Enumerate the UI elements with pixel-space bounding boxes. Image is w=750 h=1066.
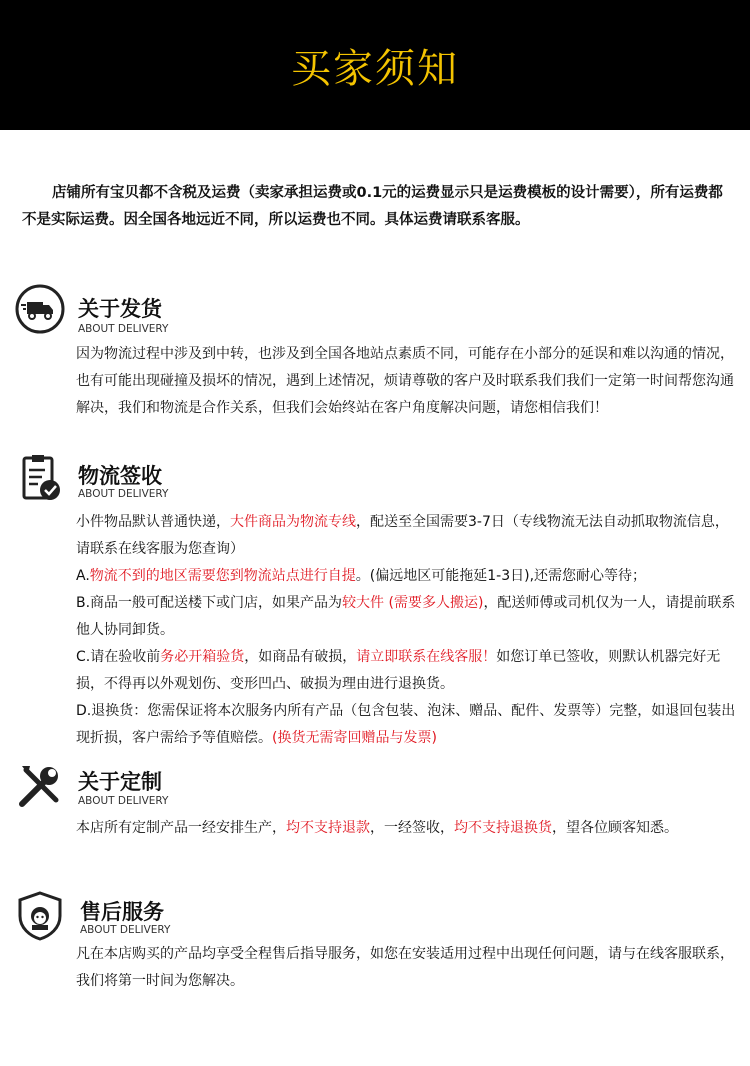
section-title: 售后服务 (80, 900, 164, 924)
text: ，配送师傅或司机仅为一人，请提前联系他人协同卸货。 (76, 595, 736, 638)
text: 。(偏远地区可能拖延1-3日),还需您耐心等待； (355, 568, 647, 584)
text: C.请在验收前 (76, 649, 161, 665)
wrench-screwdriver-icon (14, 760, 66, 812)
highlight-text: (换货无需寄回赠品与发票) (272, 730, 437, 746)
highlight-text: 务必开箱验货 (160, 649, 245, 665)
text: 本店所有定制产品一经安排生产， (76, 820, 286, 836)
section-title: 物流签收 (78, 464, 162, 488)
section-subtitle: ABOUT DELIVERY (78, 488, 169, 500)
text: B.商品一般可配送楼下或门店，如果产品为 (76, 595, 343, 611)
clipboard-check-icon (14, 452, 66, 504)
header-banner (0, 0, 750, 130)
paragraph-b (76, 590, 736, 644)
page-title: 买家须知 (291, 45, 459, 92)
customer-service-shield-icon (14, 890, 66, 942)
paragraph-d (76, 698, 736, 752)
section-body (76, 509, 736, 752)
section-body (76, 815, 736, 842)
text: ，一经签收， (370, 820, 454, 836)
section-subtitle: ABOUT DELIVERY (80, 924, 171, 936)
paragraph-c (76, 644, 736, 698)
text: D.退换货：您需保证将本次服务内所有产品（包含包装、泡沫、赠品、配件、发票等）完整，如退回包装出现折损，客户需给予等值赔偿。 (76, 703, 736, 746)
section-title: 关于定制 (78, 770, 162, 794)
text: ，望各位顾客知悉。 (552, 820, 678, 836)
text: ，配送至全国需要3-7日（专线物流无法自动抓取物流信息，请联系在线客服为您查询） (76, 514, 729, 557)
section-body: 凡在本店购买的产品均享受全程售后指导服务，如您在安装适用过程中出现任何问题，请与在线客服联系，我们将第一时间为您解决。 (76, 946, 734, 989)
text: 如您订单已签收，则默认机器完好无损，不得再以外观划伤、变形凹凸、破损为理由进行退换货。 (76, 649, 721, 692)
section-subtitle: ABOUT DELIVERY (78, 323, 169, 335)
highlight-text: 物流不到的地区需要您到物流站点进行自提 (89, 568, 356, 584)
section-subtitle: ABOUT DELIVERY (78, 795, 169, 807)
paragraph-a (76, 563, 736, 590)
section-body: 因为物流过程中涉及到中转，也涉及到全国各地站点素质不同，可能存在小部分的延误和难以沟通的情况，也有可能出现碰撞及损坏的情况，遇到上述情况，烦请尊敬的客户及时联系我们我们一定第一时间帮您沟通解决，我们和物流是合作关系，但我们会始终站在客户角度解决问题，请您相信我们！ (76, 346, 734, 416)
paragraph (76, 815, 736, 842)
highlight-text: 大件商品为物流专线 (230, 514, 356, 530)
text: A. (76, 568, 90, 584)
section-title: 关于发货 (78, 297, 162, 321)
highlight-text: 均不支持退换货 (454, 820, 552, 836)
delivery-truck-icon (14, 283, 66, 335)
highlight-text: 均不支持退款 (286, 820, 370, 836)
text: 小件物品默认普通快递， (76, 514, 230, 530)
paragraph-intro (76, 509, 736, 563)
text: ，如商品有破损， (244, 649, 357, 665)
highlight-text: 较大件 (需要多人搬运) (342, 595, 484, 611)
intro-notice: 店铺所有宝贝都不含税及运费（卖家承担运费或0.1元的运费显示只是运费模板的设计需要），所有运费都不是实际运费。因全国各地远近不同，所以运费也不同。具体运费请联系客服。 (22, 185, 723, 228)
highlight-text: 请立即联系在线客服！ (356, 649, 497, 665)
